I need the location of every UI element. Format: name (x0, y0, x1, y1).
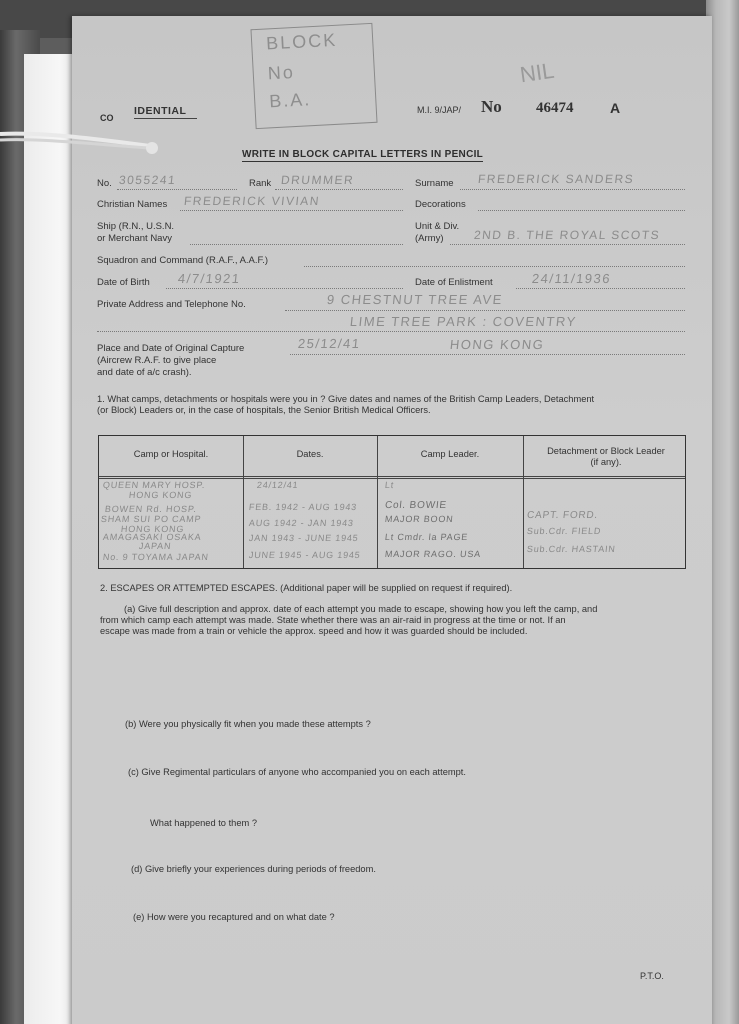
table-cell: Lt (384, 480, 395, 490)
escapes-c: (c) Give Regimental particulars of anyone who accompanied you on each attempt. (128, 767, 466, 777)
document-number: 46474 (536, 100, 574, 116)
table-header-leader: Camp Leader. (420, 449, 480, 459)
enlistment-line (516, 288, 685, 289)
table-cell: JAPAN (138, 541, 172, 551)
table-header-rule (99, 478, 685, 479)
decorations-line (478, 210, 685, 211)
table-cell: BOWEN Rd. HOSP. (104, 504, 198, 514)
table-cell: Sub.Cdr. FIELD (526, 526, 602, 536)
escapes-a-line-2: from which camp each attempt was made. State whether there was an air-raid in progress at the time or not. If an (100, 615, 566, 625)
document-number-suffix: A (610, 100, 621, 116)
table-cell: HONG KONG (128, 490, 193, 500)
no-line (117, 189, 237, 190)
surname-value: FREDERICK SANDERS (477, 172, 635, 186)
stamp-line-2: No (267, 62, 296, 84)
confidential-fold: CO (100, 113, 114, 123)
table-cell: 24/12/41 (256, 480, 299, 490)
no-value: 3055241 (118, 173, 177, 187)
table-cell: Col. BOWIE (384, 500, 448, 511)
escapes-b: (b) Were you physically fit when you made these attempts ? (125, 719, 371, 729)
block-stamp (250, 23, 377, 129)
escapes-a-line-1: (a) Give full description and approx. date of each attempt you made to escape, showing how you left the camp, and (124, 604, 598, 614)
table-header-rule (99, 476, 685, 477)
christian-names-line (180, 210, 403, 211)
number-mark: No (481, 97, 502, 116)
reference-prefix: M.I. 9/JAP/ (417, 105, 462, 115)
table-cell: HONG KONG (120, 524, 185, 534)
table-cell: Lt Cmdr. la PAGE (384, 532, 469, 542)
string-tie (0, 128, 165, 156)
table-header-detachment: Detachment or Block Leader (if any). (547, 446, 665, 467)
escapes-heading: 2. ESCAPES OR ATTEMPTED ESCAPES. (Additional paper will be supplied on request if required). (100, 583, 513, 593)
escapes-e: (e) How were you recaptured and on what date ? (133, 912, 335, 922)
pto-note: P.T.O. (640, 971, 664, 981)
address-line-1 (285, 310, 685, 311)
unit-line (450, 244, 685, 245)
surname-line (460, 189, 685, 190)
nil-annotation: NIL (518, 57, 556, 88)
camps-table (98, 435, 686, 569)
table-cell: JAN 1943 - JUNE 1945 (248, 533, 360, 543)
capture-date: 25/12/41 (297, 336, 362, 351)
table-cell: AMAGASAKI OSAKA (102, 532, 203, 542)
capture-label-1: Place and Date of Original Capture (97, 343, 245, 354)
decorations-label: Decorations (415, 199, 466, 210)
table-cell: QUEEN MARY HOSP. (102, 480, 206, 490)
rank-value: DRUMMER (280, 173, 355, 187)
table-header-dates: Dates. (296, 449, 324, 459)
address-value-1: 9 CHESTNUT TREE AVE (326, 292, 504, 307)
confidential-label: IDENTIAL (134, 105, 187, 117)
escapes-d: (d) Give briefly your experiences during periods of freedom. (131, 864, 376, 874)
question-1-line-1: 1. What camps, detachments or hospitals were you in ? Give dates and names of the British Camp Leaders, Detachment (97, 394, 595, 404)
question-1-line-2: (or Block) Leaders or, in the case of hospitals, the Senior British Medical Officers. (97, 405, 431, 415)
christian-names-label: Christian Names (97, 199, 168, 210)
squadron-line (304, 266, 685, 267)
escapes-a-line-3: escape was made from a train or vehicle the approx. speed and how it was guarded should be included. (100, 626, 528, 636)
capture-place: HONG KONG (449, 337, 546, 352)
capture-line (290, 354, 685, 355)
unit-value: 2ND B. THE ROYAL SCOTS (473, 228, 661, 242)
ship-label-2: or Merchant Navy (97, 233, 172, 244)
dob-label: Date of Birth (97, 277, 150, 288)
surname-label: Surname (415, 178, 454, 189)
rank-line (275, 189, 403, 190)
table-cell: CAPT. FORD. (526, 510, 599, 521)
table-cell: No. 9 TOYAMA JAPAN (102, 552, 210, 562)
enlistment-label: Date of Enlistment (415, 277, 493, 288)
ship-label-1: Ship (R.N., U.S.N. (97, 221, 175, 232)
table-cell: JUNE 1945 - AUG 1945 (248, 550, 362, 560)
table-cell: MAJOR RAGO. USA (384, 549, 482, 559)
no-label: No. (97, 178, 112, 189)
enlistment-value: 24/11/1936 (531, 271, 612, 286)
capture-label-3: and date of a/c crash). (97, 367, 192, 378)
escapes-c-followup: What happened to them ? (150, 818, 257, 828)
instruction-heading: WRITE IN BLOCK CAPITAL LETTERS IN PENCIL (242, 149, 484, 160)
stamp-line-1: BLOCK (265, 29, 338, 54)
table-cell: SHAM SUI PO CAMP (100, 514, 202, 524)
address-line-2 (97, 331, 685, 332)
address-label: Private Address and Telephone No. (97, 299, 246, 310)
squadron-label: Squadron and Command (R.A.F., A.A.F.) (97, 255, 269, 266)
rank-label: Rank (249, 178, 272, 189)
address-value-2: LIME TREE PARK : COVENTRY (349, 314, 578, 329)
table-cell: MAJOR BOON (384, 514, 455, 524)
table-header-camp: Camp or Hospital. (133, 449, 209, 459)
confidential-underline (134, 118, 197, 119)
table-cell: Sub.Cdr. HASTAIN (526, 544, 617, 554)
unit-label-2: (Army) (415, 233, 444, 244)
table-cell: FEB. 1942 - AUG 1943 (248, 502, 358, 512)
table-column-rule (523, 436, 524, 568)
christian-names-value: FREDERICK VIVIAN (183, 194, 321, 208)
capture-label-2: (Aircrew R.A.F. to give place (97, 355, 217, 366)
table-cell: AUG 1942 - JAN 1943 (248, 518, 355, 528)
dob-line (166, 288, 403, 289)
stamp-line-3: B.A. (268, 89, 312, 112)
dob-value: 4/7/1921 (177, 271, 242, 286)
unit-label-1: Unit & Div. (415, 221, 460, 232)
ship-line (190, 244, 403, 245)
